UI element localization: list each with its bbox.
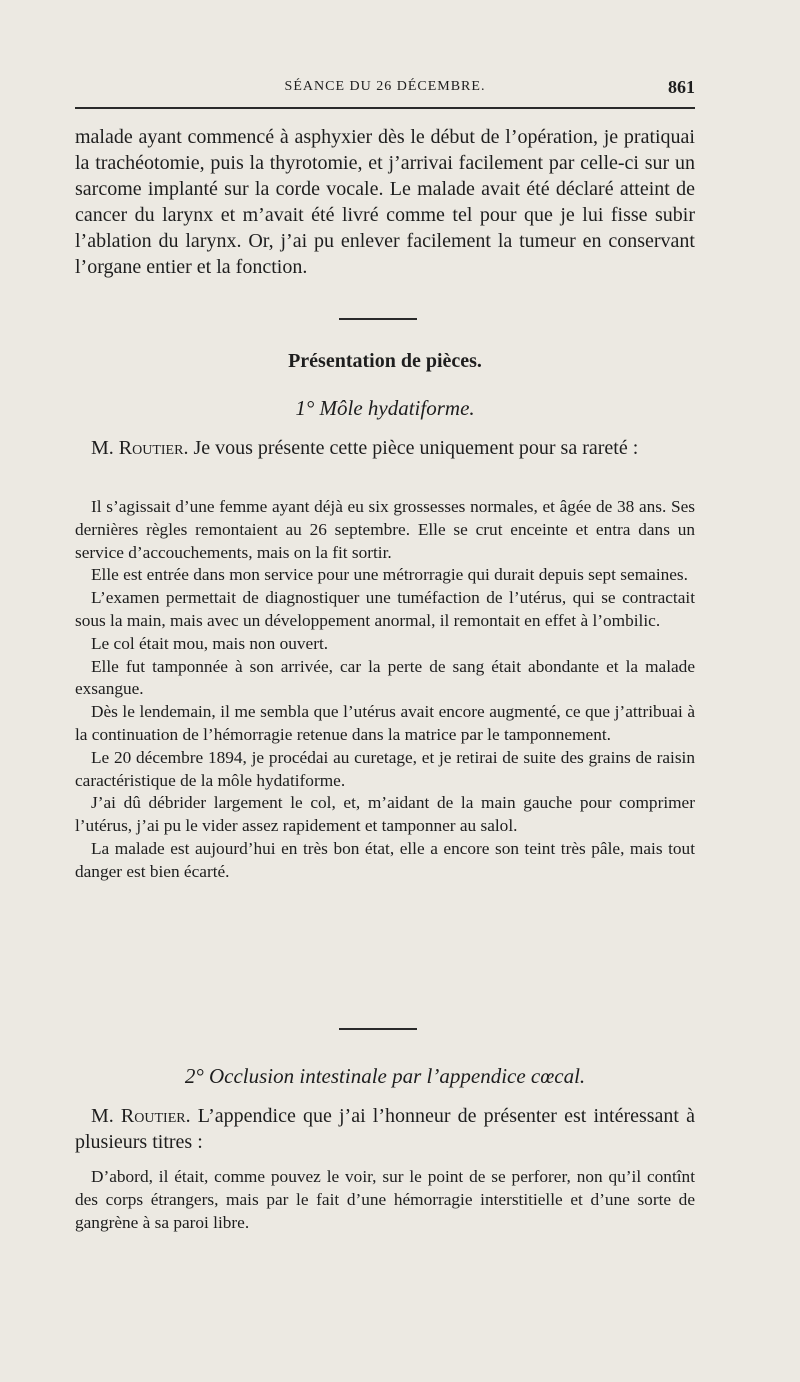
- item1-paragraph: Dès le lendemain, il me sembla que l’utérus avait encore augmenté, ce que j’attribuai à la continuation de l’hémorragie retenue dans la matrice par le tamponnement.: [75, 702, 695, 744]
- item1-paragraph: Il s’agissait d’une femme ayant déjà eu six grossesses normales, et âgée de 38 ans. Ses dernières règles remontaient au 26 septembre. Elle se crut enceinte et entra dans un service d’accouchements, mais on la fit sortir.: [75, 497, 695, 562]
- page-number: 861: [668, 77, 695, 97]
- intro-block: [75, 124, 695, 280]
- item2-body: [75, 1166, 695, 1234]
- item1-paragraph: La malade est aujourd’hui en très bon état, elle a encore son teint très pâle, mais tout danger est bien écarté.: [75, 838, 695, 881]
- page-header: [75, 77, 695, 99]
- item1-speech: Je vous présente cette pièce uniquement pour sa rareté :: [193, 437, 639, 459]
- item1-title: 1° Môle hydatiforme.: [295, 396, 475, 420]
- section-divider: [339, 318, 417, 320]
- item2-paragraph: D’abord, il était, comme pouvez le voir, sur le point de se perforer, non qu’il contînt des corps étrangers, mais par le fait d’une hémorragie interstitielle et d’une sorte de gangrène à sa paroi libre.: [75, 1167, 695, 1232]
- item1-body: [75, 496, 695, 884]
- item1-paragraph: Le 20 décembre 1894, je procédai au curetage, et je retirai de suite des grains de raisin caractéristique de la môle hydatiforme.: [75, 747, 695, 790]
- intro-paragraph: malade ayant commencé à asphyxier dès le début de l’opération, je pratiquai la trachéotomie, puis la thyrotomie, et j’arrivai facilement par celle-ci sur un sarcome implanté sur la corde vocale. Le malade avait été déclaré atteint de cancer du larynx et m’avait été livré comme tel pour que je lui fisse subir l’ablation du larynx. Or, j’ai pu enlever facilement la tumeur en conservant l’organe entier et la fonction.: [75, 126, 695, 278]
- item2-intro: [75, 1103, 695, 1155]
- item1-paragraph: Le col était mou, mais non ouvert.: [91, 633, 329, 653]
- item1-paragraph: L’examen permettait de diagnostiquer une tuméfaction de l’utérus, qui se contractait sous la main, mais avec un développement anormal, il remontait en effet à l’ombilic.: [75, 588, 695, 630]
- running-head: SÉANCE DU 26 DÉCEMBRE.: [284, 79, 486, 94]
- section-divider-2: [339, 1028, 417, 1030]
- item1-speech-paragraph: [75, 435, 695, 461]
- item2-title: 2° Occlusion intestinale par l’appendice cœcal.: [184, 1064, 586, 1088]
- item1-speaker: M. Routier.: [91, 437, 189, 459]
- item1-paragraph: J’ai dû débrider largement le col, et, m’aidant de la main gauche pour comprimer l’utérus, j’ai pu le vider assez rapidement et tamponner au salol.: [75, 793, 695, 836]
- item1-paragraph: Elle fut tamponnée à son arrivée, car la perte de sang était abondante et la malade exsangue.: [75, 656, 695, 699]
- item2-speech: L’appendice que j’ai l’honneur de présenter est intéressant à plusieurs titres :: [75, 1105, 695, 1153]
- item2-speech-paragraph: [75, 1103, 695, 1155]
- item1-paragraph: Elle est entrée dans mon service pour une métrorragie qui durait depuis sept semaines.: [91, 565, 688, 585]
- item2-speaker: M. Routier.: [91, 1105, 191, 1127]
- section-title: Présentation de pièces.: [288, 350, 482, 372]
- header-rule: [75, 107, 695, 109]
- item1-intro: [75, 435, 695, 461]
